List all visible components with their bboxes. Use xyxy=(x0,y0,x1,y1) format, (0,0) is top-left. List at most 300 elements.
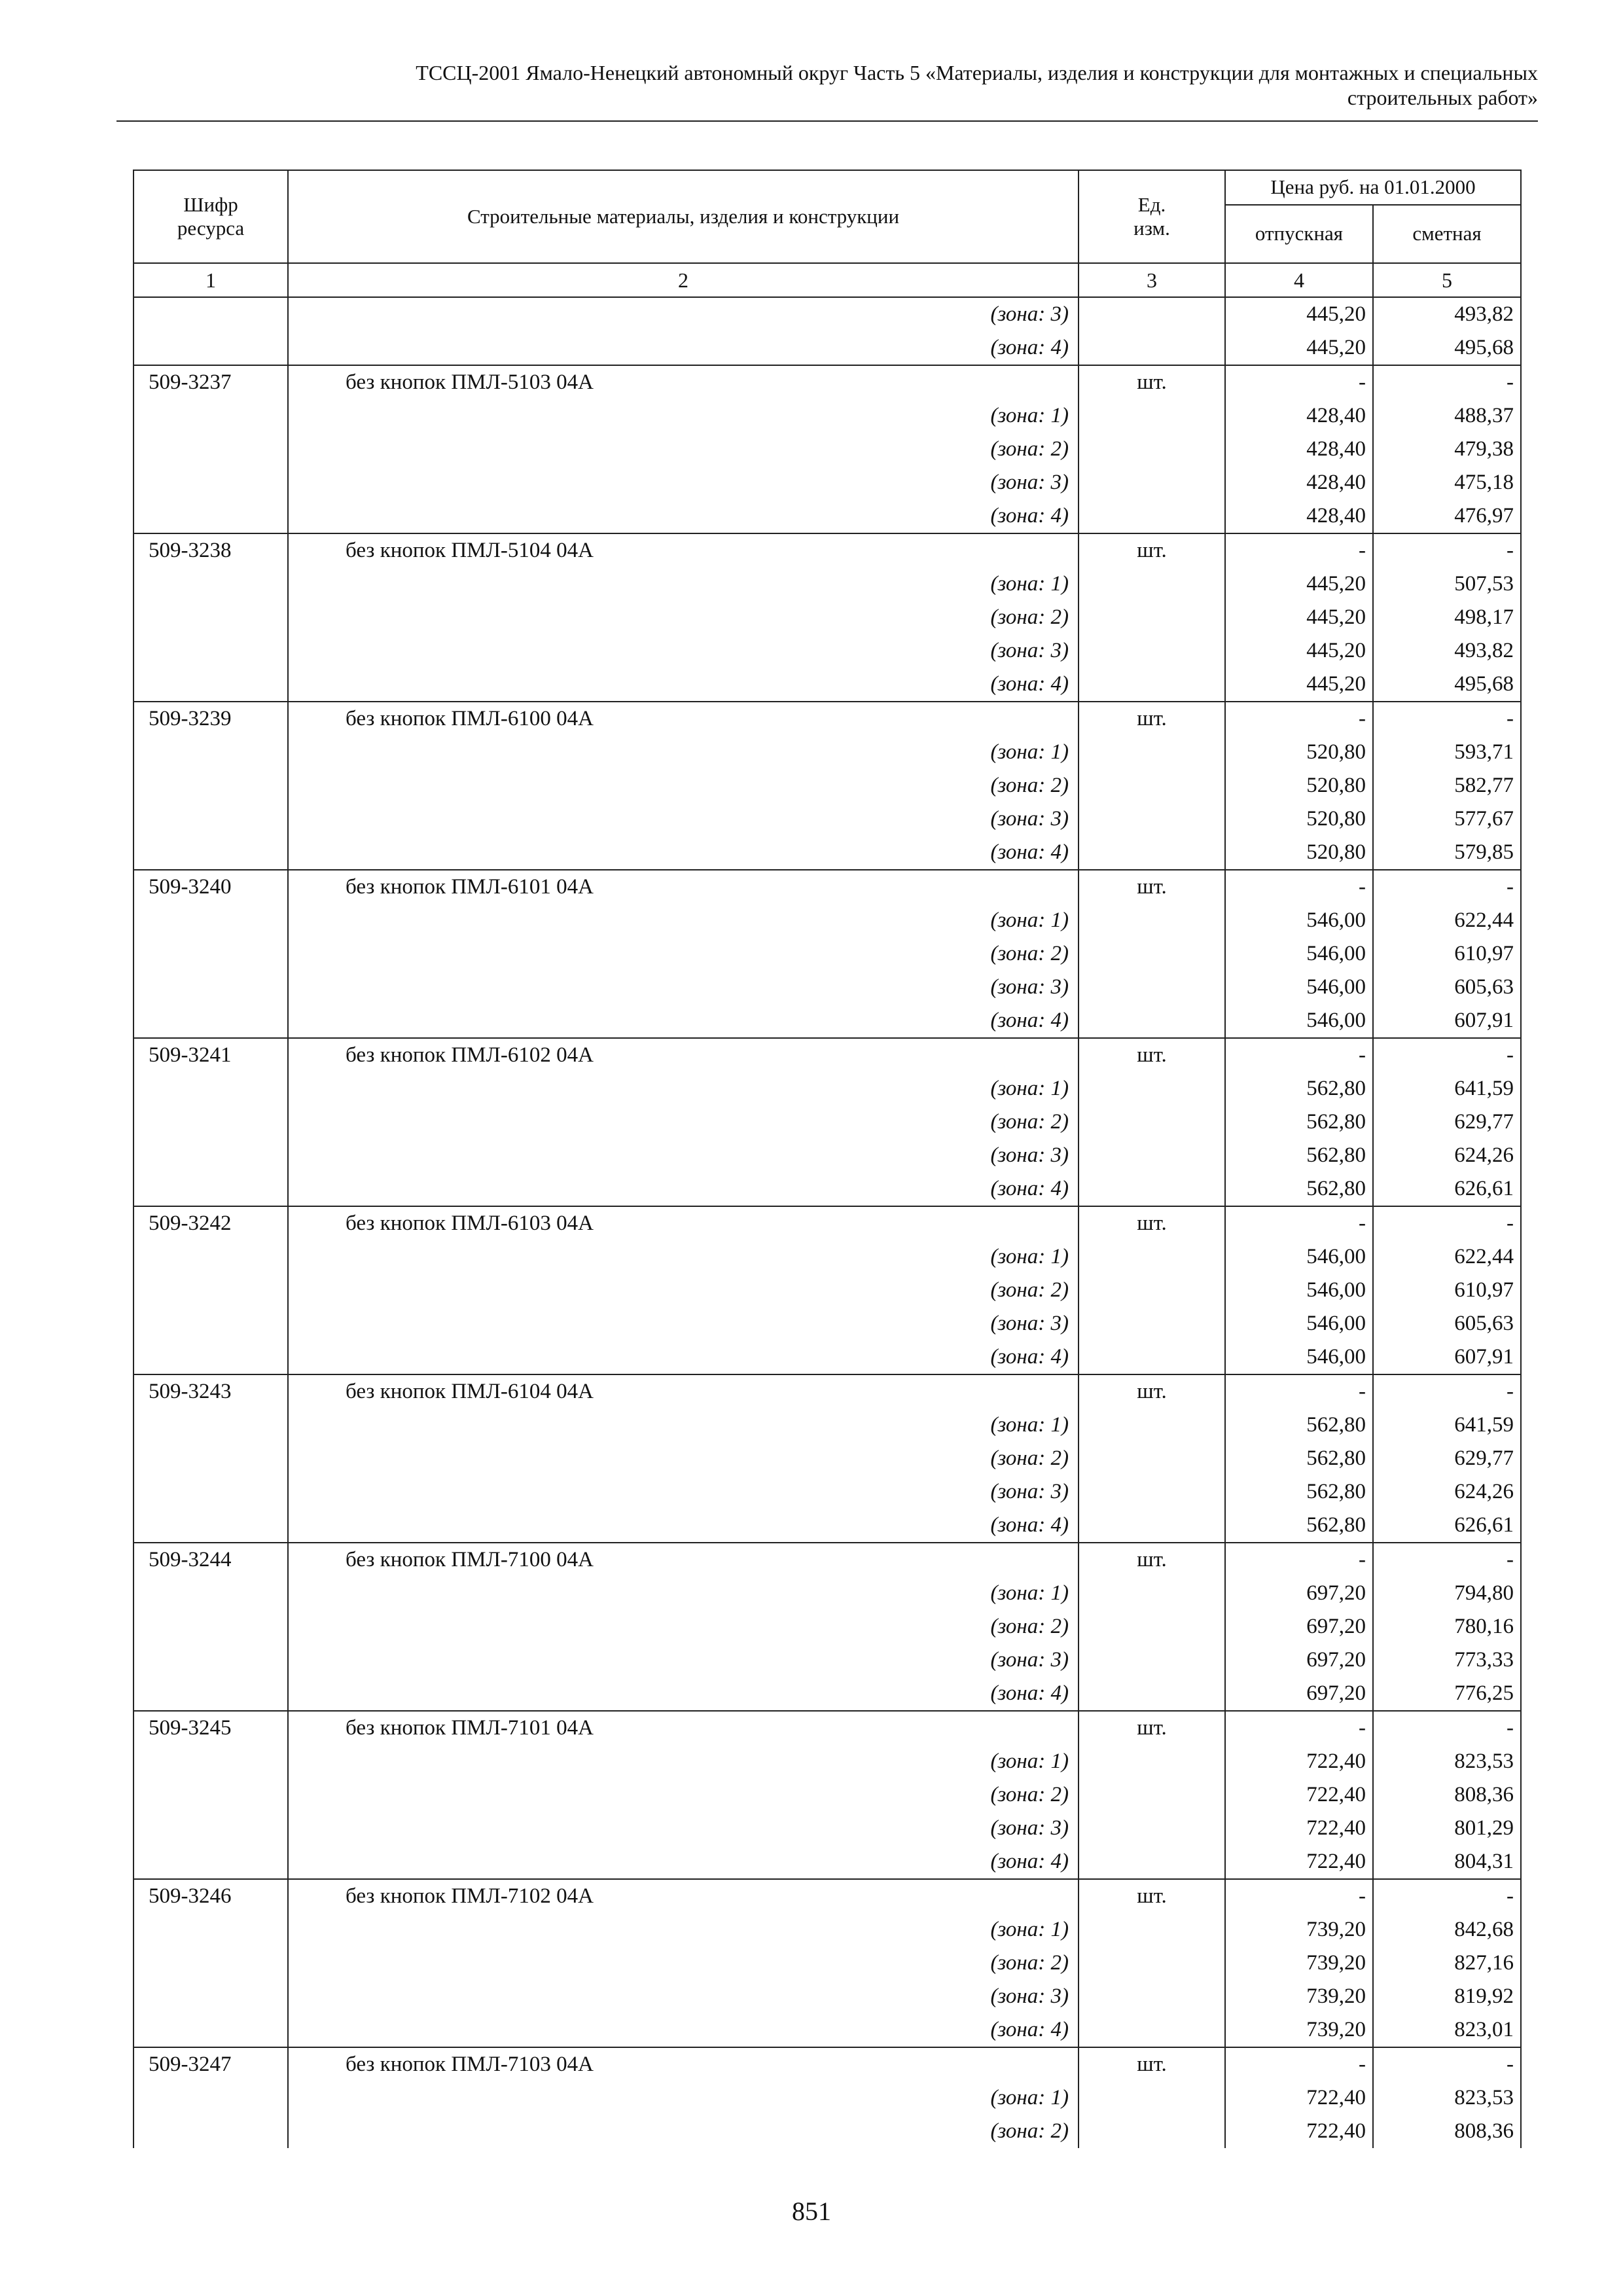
code-cell xyxy=(134,937,288,971)
zone-label: (зона: 1) xyxy=(288,1913,1079,1946)
zone-label: (зона: 1) xyxy=(288,736,1079,769)
code-cell xyxy=(134,567,288,601)
resource-code: 509-3239 xyxy=(134,702,288,736)
zone-label: (зона: 3) xyxy=(288,1307,1079,1340)
estimate-price: 823,53 xyxy=(1373,1745,1521,1778)
code-cell xyxy=(134,1778,288,1812)
release-price: 546,00 xyxy=(1225,937,1373,971)
estimate-price: 495,68 xyxy=(1373,668,1521,702)
item-name: без кнопок ПМЛ-6103 04А xyxy=(288,1206,1079,1240)
release-price: - xyxy=(1225,2047,1373,2081)
resource-code: 509-3242 xyxy=(134,1206,288,1240)
item-row xyxy=(134,365,1521,399)
estimate-price: 626,61 xyxy=(1373,1509,1521,1543)
release-price: 562,80 xyxy=(1225,1408,1373,1442)
zone-row xyxy=(134,1307,1521,1340)
release-price: - xyxy=(1225,1206,1373,1240)
resource-code: 509-3246 xyxy=(134,1879,288,1913)
estimate-price: - xyxy=(1373,365,1521,399)
unit-cell xyxy=(1079,1172,1225,1206)
item-row xyxy=(134,870,1521,904)
column-number: 3 xyxy=(1079,263,1225,297)
zone-label: (зона: 3) xyxy=(288,297,1079,331)
code-cell xyxy=(134,634,288,668)
zone-row xyxy=(134,297,1521,331)
zone-label: (зона: 2) xyxy=(288,601,1079,634)
header-unit: Ед. изм. xyxy=(1079,170,1225,263)
unit-cell xyxy=(1079,937,1225,971)
zone-label: (зона: 1) xyxy=(288,1240,1079,1274)
estimate-price: 629,77 xyxy=(1373,1442,1521,1475)
estimate-price: 493,82 xyxy=(1373,634,1521,668)
release-price: 562,80 xyxy=(1225,1105,1373,1139)
item-group xyxy=(134,1038,1521,1206)
zone-label: (зона: 1) xyxy=(288,1408,1079,1442)
code-cell xyxy=(134,1340,288,1374)
zone-label: (зона: 2) xyxy=(288,1274,1079,1307)
estimate-price: 475,18 xyxy=(1373,466,1521,499)
resource-code: 509-3243 xyxy=(134,1374,288,1408)
column-number: 4 xyxy=(1225,263,1373,297)
zone-label: (зона: 4) xyxy=(288,1509,1079,1543)
estimate-price: 626,61 xyxy=(1373,1172,1521,1206)
code-cell xyxy=(134,2081,288,2115)
zone-label: (зона: 2) xyxy=(288,1946,1079,1980)
unit-cell xyxy=(1079,1812,1225,1845)
zone-label: (зона: 2) xyxy=(288,1778,1079,1812)
release-price: 739,20 xyxy=(1225,2013,1373,2047)
code-cell xyxy=(134,601,288,634)
estimate-price: 577,67 xyxy=(1373,802,1521,836)
release-price: - xyxy=(1225,533,1373,567)
code-cell xyxy=(134,769,288,802)
unit-cell xyxy=(1079,1610,1225,1643)
zone-label: (зона: 3) xyxy=(288,466,1079,499)
unit-cell xyxy=(1079,433,1225,466)
unit-cell: шт. xyxy=(1079,1374,1225,1408)
code-cell xyxy=(134,1946,288,1980)
zone-row xyxy=(134,836,1521,870)
release-price: - xyxy=(1225,1374,1373,1408)
release-price: - xyxy=(1225,365,1373,399)
estimate-price: 476,97 xyxy=(1373,499,1521,533)
release-price: 722,40 xyxy=(1225,2081,1373,2115)
unit-cell: шт. xyxy=(1079,2047,1225,2081)
zone-label: (зона: 1) xyxy=(288,2081,1079,2115)
zone-row xyxy=(134,1139,1521,1172)
code-cell xyxy=(134,1475,288,1509)
release-price: 546,00 xyxy=(1225,1274,1373,1307)
zone-label: (зона: 2) xyxy=(288,1442,1079,1475)
code-cell xyxy=(134,802,288,836)
item-name: без кнопок ПМЛ-7100 04А xyxy=(288,1543,1079,1577)
resource-code: 509-3238 xyxy=(134,533,288,567)
release-price: 520,80 xyxy=(1225,802,1373,836)
zone-label: (зона: 3) xyxy=(288,1980,1079,2013)
release-price: 546,00 xyxy=(1225,971,1373,1004)
unit-cell: шт. xyxy=(1079,1543,1225,1577)
header-code: Шифр ресурса xyxy=(134,170,288,263)
zone-label: (зона: 1) xyxy=(288,904,1079,937)
code-cell xyxy=(134,399,288,433)
unit-cell xyxy=(1079,1643,1225,1677)
release-price: 445,20 xyxy=(1225,668,1373,702)
code-cell xyxy=(134,2013,288,2047)
estimate-price: 773,33 xyxy=(1373,1643,1521,1677)
estimate-price: 776,25 xyxy=(1373,1677,1521,1711)
release-price: 722,40 xyxy=(1225,1745,1373,1778)
unit-cell xyxy=(1079,1475,1225,1509)
zone-row xyxy=(134,433,1521,466)
code-cell xyxy=(134,466,288,499)
unit-cell xyxy=(1079,634,1225,668)
release-price: 697,20 xyxy=(1225,1643,1373,1677)
release-price: 739,20 xyxy=(1225,1980,1373,2013)
unit-cell xyxy=(1079,2013,1225,2047)
release-price: 562,80 xyxy=(1225,1172,1373,1206)
resource-code: 509-3241 xyxy=(134,1038,288,1072)
unit-cell xyxy=(1079,2081,1225,2115)
zone-row xyxy=(134,1677,1521,1711)
zone-row xyxy=(134,331,1521,365)
release-price: 428,40 xyxy=(1225,399,1373,433)
item-row xyxy=(134,1038,1521,1072)
item-name: без кнопок ПМЛ-6101 04А xyxy=(288,870,1079,904)
unit-cell: шт. xyxy=(1079,702,1225,736)
header-name: Строительные материалы, изделия и конструкции xyxy=(288,170,1079,263)
release-price: 445,20 xyxy=(1225,634,1373,668)
zone-row xyxy=(134,668,1521,702)
code-cell xyxy=(134,1913,288,1946)
zone-label: (зона: 1) xyxy=(288,399,1079,433)
unit-cell xyxy=(1079,802,1225,836)
item-row xyxy=(134,702,1521,736)
unit-cell xyxy=(1079,1980,1225,2013)
code-cell xyxy=(134,1072,288,1105)
estimate-price: - xyxy=(1373,702,1521,736)
code-cell xyxy=(134,1172,288,1206)
unit-cell xyxy=(1079,399,1225,433)
release-price: 546,00 xyxy=(1225,1240,1373,1274)
column-number: 2 xyxy=(288,263,1079,297)
unit-cell xyxy=(1079,769,1225,802)
release-price: 697,20 xyxy=(1225,1577,1373,1610)
estimate-price: 488,37 xyxy=(1373,399,1521,433)
item-group xyxy=(134,1543,1521,1711)
estimate-price: 641,59 xyxy=(1373,1072,1521,1105)
code-cell xyxy=(134,1845,288,1879)
item-row xyxy=(134,533,1521,567)
code-cell xyxy=(134,736,288,769)
zone-row xyxy=(134,1105,1521,1139)
estimate-price: - xyxy=(1373,1374,1521,1408)
continuation-rows xyxy=(134,297,1521,365)
unit-cell xyxy=(1079,1509,1225,1543)
zone-row xyxy=(134,1072,1521,1105)
zone-row xyxy=(134,1980,1521,2013)
code-cell xyxy=(134,1004,288,1038)
estimate-price: 582,77 xyxy=(1373,769,1521,802)
estimate-price: 794,80 xyxy=(1373,1577,1521,1610)
release-price: 697,20 xyxy=(1225,1677,1373,1711)
zone-row xyxy=(134,2081,1521,2115)
code-cell xyxy=(134,1577,288,1610)
zone-row xyxy=(134,937,1521,971)
item-name: без кнопок ПМЛ-5103 04А xyxy=(288,365,1079,399)
zone-row xyxy=(134,601,1521,634)
zone-label: (зона: 3) xyxy=(288,802,1079,836)
unit-cell xyxy=(1079,1004,1225,1038)
zone-row xyxy=(134,971,1521,1004)
zone-row xyxy=(134,736,1521,769)
zone-row xyxy=(134,802,1521,836)
estimate-price: 804,31 xyxy=(1373,1845,1521,1879)
unit-cell: шт. xyxy=(1079,1879,1225,1913)
zone-row xyxy=(134,1442,1521,1475)
release-price: - xyxy=(1225,1543,1373,1577)
zone-label: (зона: 4) xyxy=(288,1845,1079,1879)
resource-code: 509-3247 xyxy=(134,2047,288,2081)
zone-label: (зона: 4) xyxy=(288,1172,1079,1206)
item-group xyxy=(134,533,1521,702)
unit-cell xyxy=(1079,331,1225,365)
header-line-2: строительных работ» xyxy=(1347,86,1538,109)
estimate-price: 593,71 xyxy=(1373,736,1521,769)
unit-cell xyxy=(1079,736,1225,769)
item-group xyxy=(134,2047,1521,2148)
estimate-price: - xyxy=(1373,1206,1521,1240)
item-group xyxy=(134,870,1521,1038)
zone-label: (зона: 4) xyxy=(288,1004,1079,1038)
zone-row xyxy=(134,634,1521,668)
running-header xyxy=(116,60,1538,110)
release-price: 520,80 xyxy=(1225,769,1373,802)
unit-cell xyxy=(1079,567,1225,601)
unit-cell xyxy=(1079,668,1225,702)
unit-cell xyxy=(1079,1745,1225,1778)
resource-code: 509-3244 xyxy=(134,1543,288,1577)
zone-row xyxy=(134,1577,1521,1610)
release-price: - xyxy=(1225,702,1373,736)
estimate-price: 607,91 xyxy=(1373,1004,1521,1038)
estimate-price: - xyxy=(1373,870,1521,904)
estimate-price: 495,68 xyxy=(1373,331,1521,365)
unit-cell xyxy=(1079,1139,1225,1172)
price-table xyxy=(133,170,1522,2148)
page-number: 851 xyxy=(792,2197,831,2226)
release-price: 445,20 xyxy=(1225,567,1373,601)
table-header xyxy=(134,170,1521,297)
zone-row xyxy=(134,1610,1521,1643)
zone-label: (зона: 2) xyxy=(288,937,1079,971)
zone-label: (зона: 4) xyxy=(288,331,1079,365)
unit-cell xyxy=(1079,2115,1225,2148)
release-price: 428,40 xyxy=(1225,433,1373,466)
estimate-price: 507,53 xyxy=(1373,567,1521,601)
item-row xyxy=(134,2047,1521,2081)
code-cell xyxy=(134,1307,288,1340)
release-price: - xyxy=(1225,1711,1373,1745)
release-price: - xyxy=(1225,1879,1373,1913)
estimate-price: 641,59 xyxy=(1373,1408,1521,1442)
code-cell xyxy=(134,1677,288,1711)
estimate-price: 624,26 xyxy=(1373,1139,1521,1172)
estimate-price: 622,44 xyxy=(1373,1240,1521,1274)
estimate-price: - xyxy=(1373,1711,1521,1745)
code-cell xyxy=(134,331,288,365)
zone-label: (зона: 4) xyxy=(288,1340,1079,1374)
zone-label: (зона: 4) xyxy=(288,499,1079,533)
item-group xyxy=(134,702,1521,870)
zone-row xyxy=(134,769,1521,802)
estimate-price: 498,17 xyxy=(1373,601,1521,634)
release-price: 739,20 xyxy=(1225,1946,1373,1980)
unit-cell: шт. xyxy=(1079,870,1225,904)
release-price: 445,20 xyxy=(1225,601,1373,634)
item-row xyxy=(134,1543,1521,1577)
unit-cell xyxy=(1079,1105,1225,1139)
zone-label: (зона: 4) xyxy=(288,836,1079,870)
estimate-price: 579,85 xyxy=(1373,836,1521,870)
column-number: 5 xyxy=(1373,263,1521,297)
zone-label: (зона: 3) xyxy=(288,1643,1079,1677)
zone-row xyxy=(134,1913,1521,1946)
code-cell xyxy=(134,1105,288,1139)
release-price: 445,20 xyxy=(1225,331,1373,365)
unit-cell xyxy=(1079,1577,1225,1610)
header-rule xyxy=(116,120,1538,122)
code-cell xyxy=(134,433,288,466)
code-cell xyxy=(134,499,288,533)
unit-cell xyxy=(1079,297,1225,331)
code-cell xyxy=(134,1509,288,1543)
zone-label: (зона: 3) xyxy=(288,1475,1079,1509)
zone-row xyxy=(134,1475,1521,1509)
code-cell xyxy=(134,668,288,702)
unit-cell xyxy=(1079,601,1225,634)
unit-cell xyxy=(1079,1408,1225,1442)
release-price: 546,00 xyxy=(1225,904,1373,937)
release-price: 428,40 xyxy=(1225,466,1373,499)
unit-cell xyxy=(1079,836,1225,870)
zone-row xyxy=(134,499,1521,533)
item-name: без кнопок ПМЛ-6104 04А xyxy=(288,1374,1079,1408)
zone-label: (зона: 3) xyxy=(288,1139,1079,1172)
unit-cell xyxy=(1079,1072,1225,1105)
item-group xyxy=(134,1206,1521,1374)
code-cell xyxy=(134,1610,288,1643)
item-row xyxy=(134,1711,1521,1745)
code-cell xyxy=(134,904,288,937)
item-name: без кнопок ПМЛ-7101 04А xyxy=(288,1711,1079,1745)
estimate-price: 808,36 xyxy=(1373,2115,1521,2148)
code-cell xyxy=(134,297,288,331)
unit-cell: шт. xyxy=(1079,1711,1225,1745)
unit-cell xyxy=(1079,1913,1225,1946)
release-price: 722,40 xyxy=(1225,1812,1373,1845)
estimate-price: 624,26 xyxy=(1373,1475,1521,1509)
release-price: 562,80 xyxy=(1225,1072,1373,1105)
header-price-group: Цена руб. на 01.01.2000 xyxy=(1225,170,1521,205)
zone-label: (зона: 4) xyxy=(288,668,1079,702)
code-cell xyxy=(134,1274,288,1307)
header-release-price: отпускная xyxy=(1225,205,1373,263)
unit-cell xyxy=(1079,904,1225,937)
zone-row xyxy=(134,1643,1521,1677)
zone-label: (зона: 2) xyxy=(288,1105,1079,1139)
release-price: 722,40 xyxy=(1225,2115,1373,2148)
estimate-price: 622,44 xyxy=(1373,904,1521,937)
estimate-price: 823,53 xyxy=(1373,2081,1521,2115)
zone-row xyxy=(134,1274,1521,1307)
zone-row xyxy=(134,2013,1521,2047)
header-estimate-price: сметная xyxy=(1373,205,1521,263)
item-name: без кнопок ПМЛ-6100 04А xyxy=(288,702,1079,736)
code-cell xyxy=(134,1139,288,1172)
release-price: 739,20 xyxy=(1225,1913,1373,1946)
item-row xyxy=(134,1374,1521,1408)
unit-cell: шт. xyxy=(1079,533,1225,567)
code-cell xyxy=(134,2115,288,2148)
zone-row xyxy=(134,1004,1521,1038)
zone-row xyxy=(134,1509,1521,1543)
zone-row xyxy=(134,1408,1521,1442)
zone-row xyxy=(134,466,1521,499)
zone-row xyxy=(134,399,1521,433)
zone-row xyxy=(134,1340,1521,1374)
estimate-price: 780,16 xyxy=(1373,1610,1521,1643)
resource-code: 509-3237 xyxy=(134,365,288,399)
release-price: 562,80 xyxy=(1225,1475,1373,1509)
zone-label: (зона: 4) xyxy=(288,1677,1079,1711)
estimate-price: 808,36 xyxy=(1373,1778,1521,1812)
unit-cell xyxy=(1079,1442,1225,1475)
estimate-price: 607,91 xyxy=(1373,1340,1521,1374)
estimate-price: 842,68 xyxy=(1373,1913,1521,1946)
unit-cell xyxy=(1079,499,1225,533)
zone-label: (зона: 1) xyxy=(288,1072,1079,1105)
zone-row xyxy=(134,567,1521,601)
item-group xyxy=(134,1879,1521,2047)
code-cell xyxy=(134,1812,288,1845)
unit-cell xyxy=(1079,1340,1225,1374)
estimate-price: - xyxy=(1373,2047,1521,2081)
zone-label: (зона: 2) xyxy=(288,2115,1079,2148)
unit-cell: шт. xyxy=(1079,1206,1225,1240)
zone-label: (зона: 3) xyxy=(288,971,1079,1004)
item-name: без кнопок ПМЛ-7102 04А xyxy=(288,1879,1079,1913)
item-row xyxy=(134,1206,1521,1240)
zone-label: (зона: 2) xyxy=(288,769,1079,802)
release-price: 562,80 xyxy=(1225,1509,1373,1543)
code-cell xyxy=(134,1745,288,1778)
unit-cell xyxy=(1079,1778,1225,1812)
zone-label: (зона: 3) xyxy=(288,634,1079,668)
item-row xyxy=(134,1879,1521,1913)
estimate-price: 823,01 xyxy=(1373,2013,1521,2047)
code-cell xyxy=(134,1240,288,1274)
item-name: без кнопок ПМЛ-6102 04А xyxy=(288,1038,1079,1072)
release-price: 546,00 xyxy=(1225,1307,1373,1340)
code-cell xyxy=(134,1980,288,2013)
zone-label: (зона: 4) xyxy=(288,2013,1079,2047)
estimate-price: 827,16 xyxy=(1373,1946,1521,1980)
item-name: без кнопок ПМЛ-5104 04А xyxy=(288,533,1079,567)
estimate-price: 801,29 xyxy=(1373,1812,1521,1845)
estimate-price: 610,97 xyxy=(1373,937,1521,971)
code-cell xyxy=(134,836,288,870)
code-cell xyxy=(134,1643,288,1677)
